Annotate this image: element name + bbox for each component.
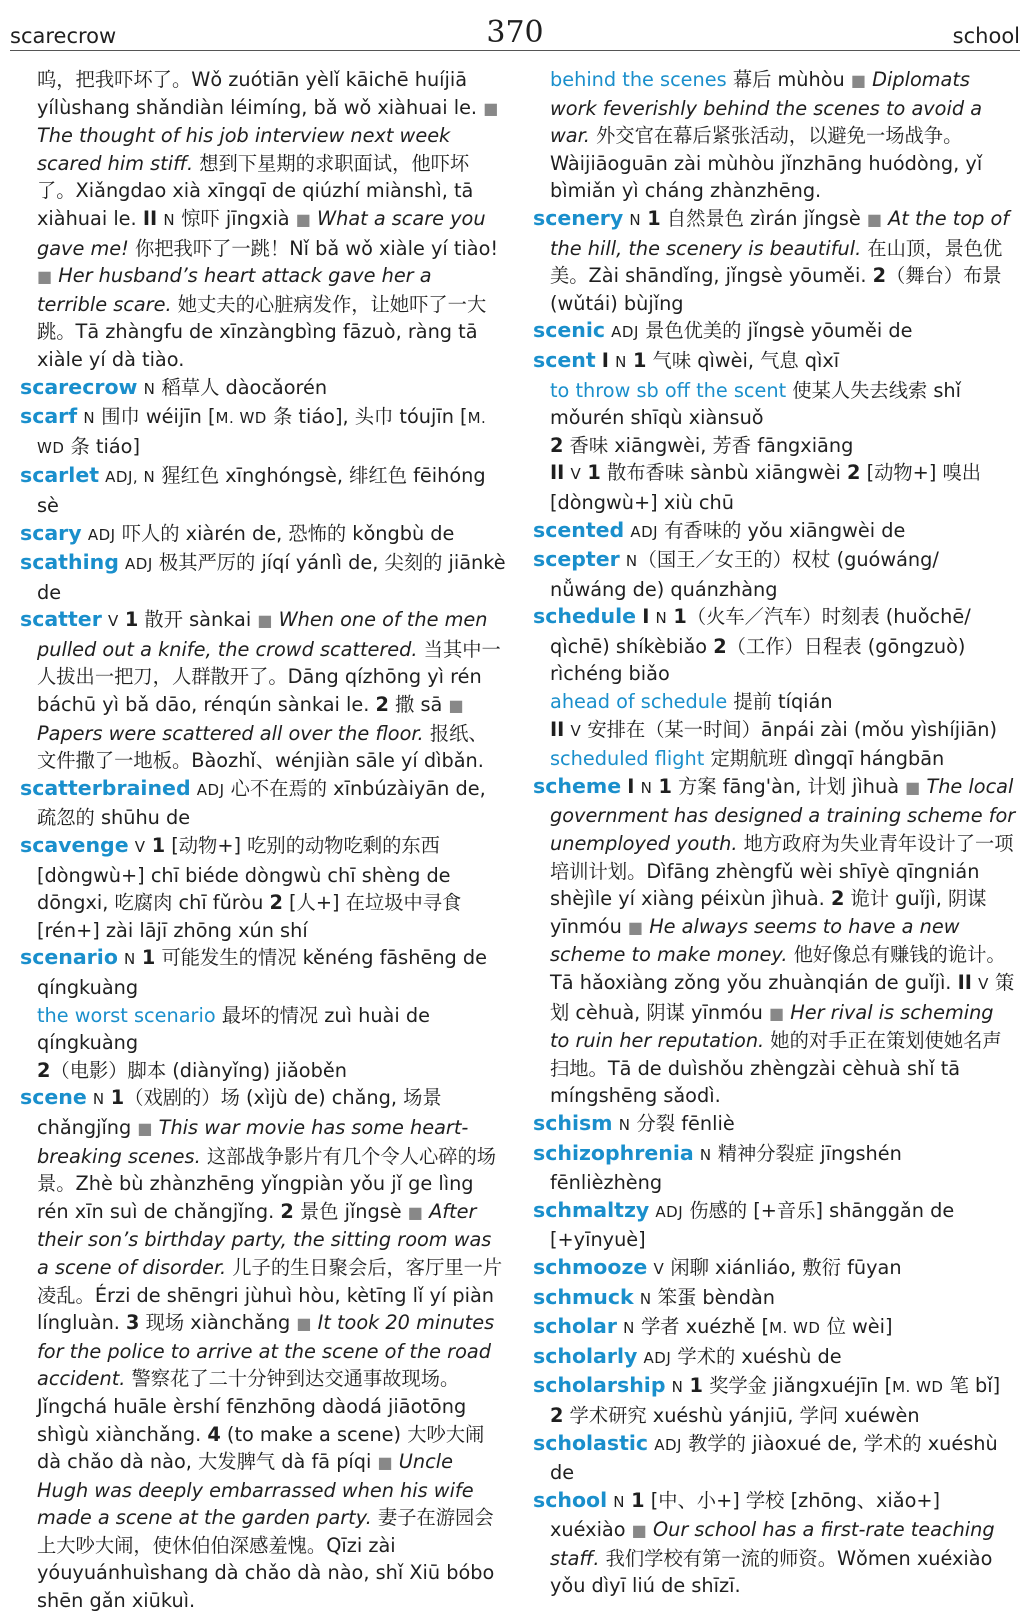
dictionary-entry: scarecrow N 稻草人 dàocǎorén	[20, 374, 328, 399]
dictionary-entry: scathing ADJ 极其严厉的 jíqí yánlì de, 尖刻的 jiānkè de	[20, 550, 506, 604]
dictionary-entry: scented ADJ 有香味的 yǒu xiāngwèi de	[533, 517, 906, 542]
guide-word-right: school	[952, 24, 1020, 48]
dictionary-entry: school N 1 [中、小+] 学校 [zhōng、xiǎo+] xuéxiào ■ Our school has a first-rate teaching staff. 我们学校有第一流的师资。Wǒmen xuéxiào yǒu dìyī liú de shīzī.	[533, 1487, 995, 1598]
dictionary-entry: scent I N 1 气味 qìwèi, 气息 qìxī	[533, 347, 840, 372]
entry-continuation: scheduled flight 定期航班 dìngqī hángbān	[550, 747, 945, 771]
entry-continuation: II V 安排在（某一时间）ānpái zài (mǒu yìshíjiān)	[550, 717, 998, 741]
dictionary-entry: scholarship N 1 奖学金 jiǎngxuéjīn [M. WD 笔 bǐ] 2 学术研究 xuéshù yánjiū, 学问 xuéwèn	[533, 1373, 1001, 1427]
dictionary-entry: scene N 1（戏剧的）场 (xìjù de) chǎng, 场景 chǎngjǐng ■ This war movie has some heart-breaking scenes. 这部战争影片有几个令人心碎的场景。Zhè bù zhànzhēng yǐngpiàn yǒu jǐ ge lìng rén xīn suì de chǎngjǐng. 2 景色 jǐngsè ■ After their son’s birthday party, the sitting room was a scene of disorder. 儿子的生日聚会后，客厅里一片凌乱。Érzi de shēngri jùhuì hòu, kètīng lǐ yí piàn língluàn. 3 现场 xiànchǎng ■ It took 20 minutes for the police to arrive at the scene of the road accident. 警察花了二十分钟到达交通事故现场。Jǐngchá huāle èrshí fēnzhōng dàodá jiāotōng shìgù xiànchǎng. 4 (to make a scene) 大吵大闹 dà chǎo dà nào, 大发脾气 dà fā píqi ■ Uncle Hugh was deeply embarrassed when his wife made a scene at the garden party. 妻子在游园会上大吵大闹，使休伯伯深感羞愧。Qīzi zài yóuyuánhuìshang dà chǎo dà nào, shǐ Xiū bóbo shēn gǎn xiūkuì.	[20, 1085, 503, 1613]
entry-continuation: to throw sb off the scent 使某人失去线索 shǐ mǒurén shīqù xiànsuǒ	[550, 378, 962, 430]
dictionary-entry: scheme I N 1 方案 fāng'àn, 计划 jìhuà ■ The local government has designed a training scheme for unemployed youth. 地方政府为失业青年设计了一项培训计划。Dìfāng zhèngfǔ wèi shīyè qīngnián shèjìle yí xiàng péixùn jìhuà. 2 诡计 guǐjì, 阴谋 yīnmóu ■ He always seems to have a new scheme to make money. 他好像总有赚钱的诡计。Tā hǎoxiàng zǒng yǒu zhuànqián de guǐjì. II V 策划 cèhuà, 阴谋 yīnmóu ■ Her rival is scheming to ruin her reputation. 她的对手正在策划使她名声扫地。Tā de duìshǒu zhèngzài cèhuà shǐ tā míngshēng sǎodì.	[533, 773, 1016, 1108]
page-header	[10, 14, 1020, 51]
dictionary-entry: schedule I N 1（火车／汽车）时刻表 (huǒchē/ qìchē) shíkèbiǎo 2（工作）日程表 (gōngzuò) rìchéng biǎo	[533, 604, 971, 686]
right-column	[533, 66, 1019, 1600]
dictionary-entry: schizophrenia N 精神分裂症 jīngshén fēnlièzhèng	[533, 1140, 902, 1195]
entry-continuation: II V 1 散布香味 sànbù xiāngwèi 2 [动物+] 嗅出 [dòngwù+] xiù chū	[550, 461, 982, 514]
dictionary-entry: scenery N 1 自然景色 zìrán jǐngsè ■ At the top of the hill, the scenery is beautiful. 在山顶，景色优美。Zài shāndǐng, jǐngsè yōuměi. 2（舞台）布景 (wǔtái) bùjǐng	[533, 205, 1010, 315]
page-number: 370	[486, 15, 544, 50]
entry-continuation: 2 香味 xiāngwèi, 芳香 fāngxiāng	[550, 433, 854, 457]
entry-continuation: behind the scenes 幕后 mùhòu ■ Diplomats work feverishly behind the scenes to avoid a war. 外交官在幕后紧张活动，以避免一场战争。Wàijiāoguān zài mùhòu jǐnzhāng huódòng, yǐ bìmiǎn yì cháng zhànzhēng.	[550, 68, 983, 203]
dictionary-entry: scavenge V 1 [动物+] 吃别的动物吃剩的东西 [dòngwù+] chī biéde dòngwù chī shèng de dōngxi, 吃腐肉 chī fǔròu 2 [人+] 在垃圾中寻食 [rén+] zài lājī zhōng xún shí	[20, 833, 462, 942]
entry-continuation: the worst scenario 最坏的情况 zuì huài de qíngkuàng	[37, 1003, 430, 1055]
dictionary-entry: schmaltzy ADJ 伤感的 [+音乐] shānggǎn de [+yīnyuè]	[533, 1197, 955, 1252]
dictionary-entry: scholar N 学者 xuézhě [M. WD 位 wèi]	[533, 1314, 893, 1339]
dictionary-entry: scary ADJ 吓人的 xiàrén de, 恐怖的 kǒngbù de	[20, 520, 455, 545]
dictionary-entry: scatterbrained ADJ 心不在焉的 xīnbúzàiyān de, 疏忽的 shūhu de	[20, 775, 486, 830]
dictionary-entry: scatter V 1 散开 sànkai ■ When one of the men pulled out a knife, the crowd scattered. 当其中一人拔出一把刀，人群散开了。Dāng qízhōng yì rén báchū yì bǎ dāo, rénqún sànkai le. 2 撒 sā ■ Papers were scattered all over the floor. 报纸、文件撒了一地板。Bàozhǐ、wénjiàn sāle yí dìbǎn.	[20, 607, 501, 773]
entry-continuation: 2（电影）脚本 (diànyǐng) jiǎoběn	[37, 1058, 347, 1082]
dictionary-entry: scarlet ADJ, N 猩红色 xīnghóngsè, 绯红色 fēihóng sè	[20, 463, 486, 517]
dictionary-entry: scholarly ADJ 学术的 xuéshù de	[533, 1343, 842, 1368]
dictionary-entry: schmuck N 笨蛋 bèndàn	[533, 1284, 775, 1309]
entry-continuation: 呜，把我吓坏了。Wǒ zuótiān yèlǐ kāichē huíjiā yílùshang shǎndiàn léimíng, bǎ wǒ xiàhuai le. ■ The thought of his job interview next week scared him stiff. 想到下星期的求职面试，他吓坏了。Xiǎngdao xià xīngqī de qiúzhí miànshì, tā xiàhuai le. II N 惊吓 jīngxià ■ What a scare you gave me! 你把我吓了一跳！Nǐ bǎ wǒ xiàle yí tiào! ■ Her husband’s heart attack gave her a terrible scare. 她丈夫的心脏病发作，让她吓了一大跳。Tā zhàngfu de xīnzàngbìng fāzuò, ràng tā xiàle yí dà tiào.	[37, 68, 499, 371]
entry-continuation: ahead of schedule 提前 tíqián	[550, 690, 833, 714]
dictionary-entry: scholastic ADJ 教学的 jiàoxué de, 学术的 xuéshù de	[533, 1430, 998, 1485]
dictionary-entry: scepter N（国王／女王的）权杖 (guówáng/ nǚwáng de) quánzhàng	[533, 547, 939, 601]
dictionary-entry: scarf N 围巾 wéijīn [M. WD 条 tiáo], 头巾 tóujīn [M. WD 条 tiáo]	[20, 404, 487, 458]
left-column	[20, 66, 506, 1615]
dictionary-entry: scenario N 1 可能发生的情况 kěnéng fāshēng de qíngkuàng	[20, 945, 488, 999]
guide-word-left: scarecrow	[10, 24, 117, 48]
dictionary-entry: scenic ADJ 景色优美的 jǐngsè yōuměi de	[533, 318, 913, 343]
dictionary-entry: schmooze V 闲聊 xiánliáo, 敷衍 fūyan	[533, 1254, 902, 1279]
dictionary-entry: schism N 分裂 fēnliè	[533, 1110, 735, 1135]
